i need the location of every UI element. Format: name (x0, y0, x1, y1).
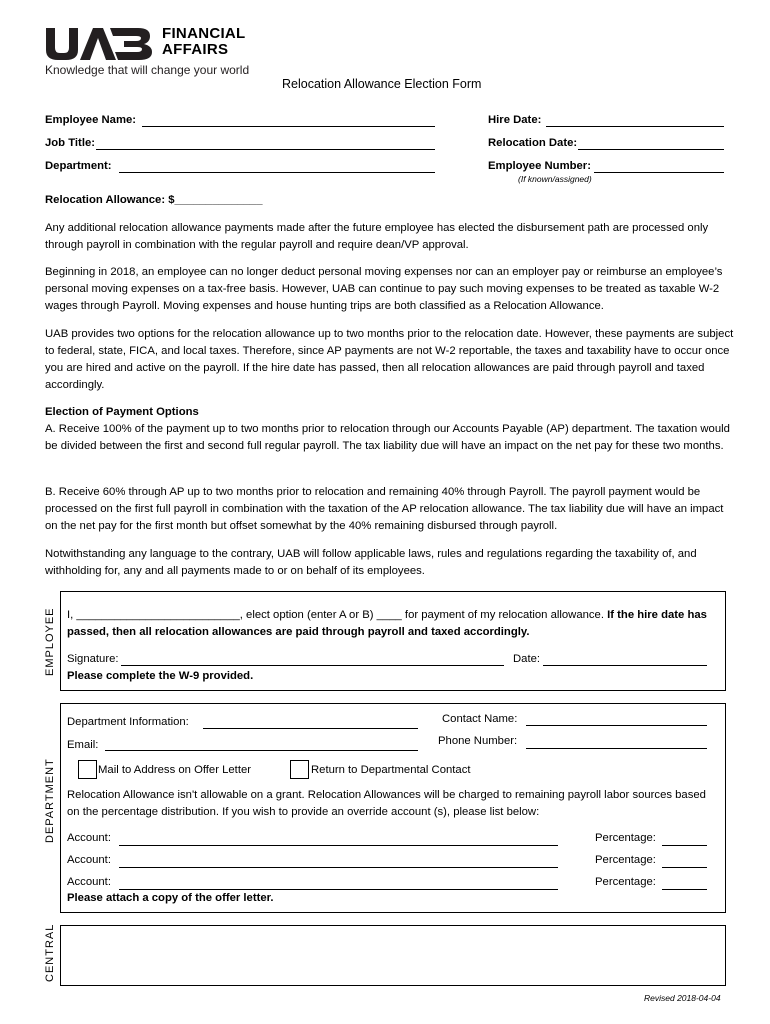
option-b: B. Receive 60% through AP up to two months prior to relocation and remaining 40% through Payroll. The payroll payment would be processed on the first full payroll in combination with the taxation of the AP relocation allowance. The tax liability due will have an impact on the net pay for the first month but offset somewhat by the 40% remaining disbursed through payroll. (45, 486, 724, 532)
account-field-2[interactable] (119, 867, 558, 868)
mail-checkbox[interactable] (78, 760, 97, 779)
account-label-2: Account: (67, 854, 111, 866)
account-label-3: Account: (67, 876, 111, 888)
paragraph-applicable-laws: Notwithstanding any language to the contrary, UAB will follow applicable laws, rules and regulations regarding the taxability of, and withholding for, any and all payments made to or on behalf of its employees. (45, 548, 697, 577)
contact-name-field[interactable] (526, 725, 707, 726)
date-label: Date: (513, 653, 541, 665)
attach-offer-letter-note: Please attach a copy of the offer letter. (67, 892, 274, 904)
department-side-label: DEPARTMENT (44, 758, 56, 843)
tagline: Knowledge that will change your world (45, 63, 250, 77)
election-statement (67, 607, 722, 641)
return-option-label: Return to Departmental Contact (311, 764, 471, 776)
election-text: I, __________________________, elect option (enter A or B) ____ for payment of my relocation allowance. (67, 609, 604, 621)
paragraph-additional-payments: Any additional relocation allowance payments made after the future employee has elected the disbursement path are processed only through payroll in combination with the regular payroll and require dean/VP approval. (45, 222, 709, 251)
account-label-1: Account: (67, 832, 111, 844)
employee-name-label: Employee Name: (45, 114, 137, 126)
signature-field[interactable] (121, 665, 504, 666)
logo-text-line1: FINANCIAL (162, 25, 246, 42)
employee-name-field[interactable] (142, 126, 435, 127)
percentage-label-3: Percentage: (595, 876, 656, 888)
email-label: Email: (67, 739, 99, 751)
department-info-label: Department Information: (67, 716, 189, 728)
relocation-allowance-label: Relocation Allowance: $______________ (45, 194, 263, 206)
relocation-date-label: Relocation Date: (488, 137, 578, 149)
department-label: Department: (45, 160, 112, 172)
election-heading: Election of Payment Options (45, 406, 199, 418)
email-field[interactable] (105, 750, 418, 751)
central-side-label: CENTRAL (44, 923, 56, 982)
central-section-box[interactable] (60, 925, 726, 986)
hire-date-field[interactable] (546, 126, 724, 127)
logo-text-line2: AFFAIRS (162, 41, 229, 58)
employee-number-label: Employee Number: (488, 160, 591, 172)
return-checkbox[interactable] (290, 760, 309, 779)
percentage-field-3[interactable] (662, 889, 707, 890)
employee-number-field[interactable] (594, 172, 724, 173)
department-info-field[interactable] (203, 728, 418, 729)
account-field-1[interactable] (119, 845, 558, 846)
option-a: A. Receive 100% of the payment up to two months prior to relocation through our Accounts Payable (AP) department. The taxation would be divided between the first and second full regular payroll. The tax liability due will have an impact on the net pay for these two months. (45, 423, 730, 452)
signature-label: Signature: (67, 653, 119, 665)
phone-number-field[interactable] (526, 748, 707, 749)
percentage-label-1: Percentage: (595, 832, 656, 844)
hire-date-label: Hire Date: (488, 114, 542, 126)
revised-date: Revised 2018-04-04 (644, 993, 721, 1003)
date-field[interactable] (543, 665, 707, 666)
election-bold-text: If the hire date has passed, then all relocation allowances are paid through payroll and taxed accordingly. (67, 609, 707, 638)
grant-text: Relocation Allowance isn't allowable on a grant. Relocation Allowances will be charged to remaining payroll labor sources based on the percentage distribution. If you wish to provide an override account (s), please list below: (67, 789, 706, 818)
percentage-label-2: Percentage: (595, 854, 656, 866)
job-title-field[interactable] (96, 149, 435, 150)
employee-number-note: (If known/assigned) (518, 174, 592, 184)
form-title: Relocation Allowance Election Form (282, 77, 482, 91)
contact-name-label: Contact Name: (442, 713, 518, 725)
percentage-field-1[interactable] (662, 845, 707, 846)
uab-logo (46, 28, 158, 60)
job-title-label: Job Title: (45, 137, 96, 149)
department-field[interactable] (119, 172, 435, 173)
w9-note: Please complete the W-9 provided. (67, 670, 254, 682)
percentage-field-2[interactable] (662, 867, 707, 868)
paragraph-2018-change: Beginning in 2018, an employee can no longer deduct personal moving expenses nor can an employer pay or reimburse an employee’s personal moving expenses on a tax-free basis. However, UAB can continue to pay such moving expenses to be treated as taxable W-2 wages through Payroll. Moving expenses and house hunting trips are both classified as a Relocation Allowance. (45, 266, 723, 312)
paragraph-two-options: UAB provides two options for the relocation allowance up to two months prior to the relocation date. However, these payments are subject to federal, state, FICA, and local taxes. Therefore, since AP payments are not W-2 reportable, the taxes and taxability have to occur once you are hired and active on the payroll. If the hire date has passed, then all relocation allowances are paid through payroll and taxed accordingly. (45, 328, 734, 391)
mail-option-label: Mail to Address on Offer Letter (98, 764, 252, 776)
relocation-date-field[interactable] (578, 149, 724, 150)
phone-number-label: Phone Number: (438, 735, 518, 747)
employee-side-label: EMPLOYEE (44, 607, 56, 676)
